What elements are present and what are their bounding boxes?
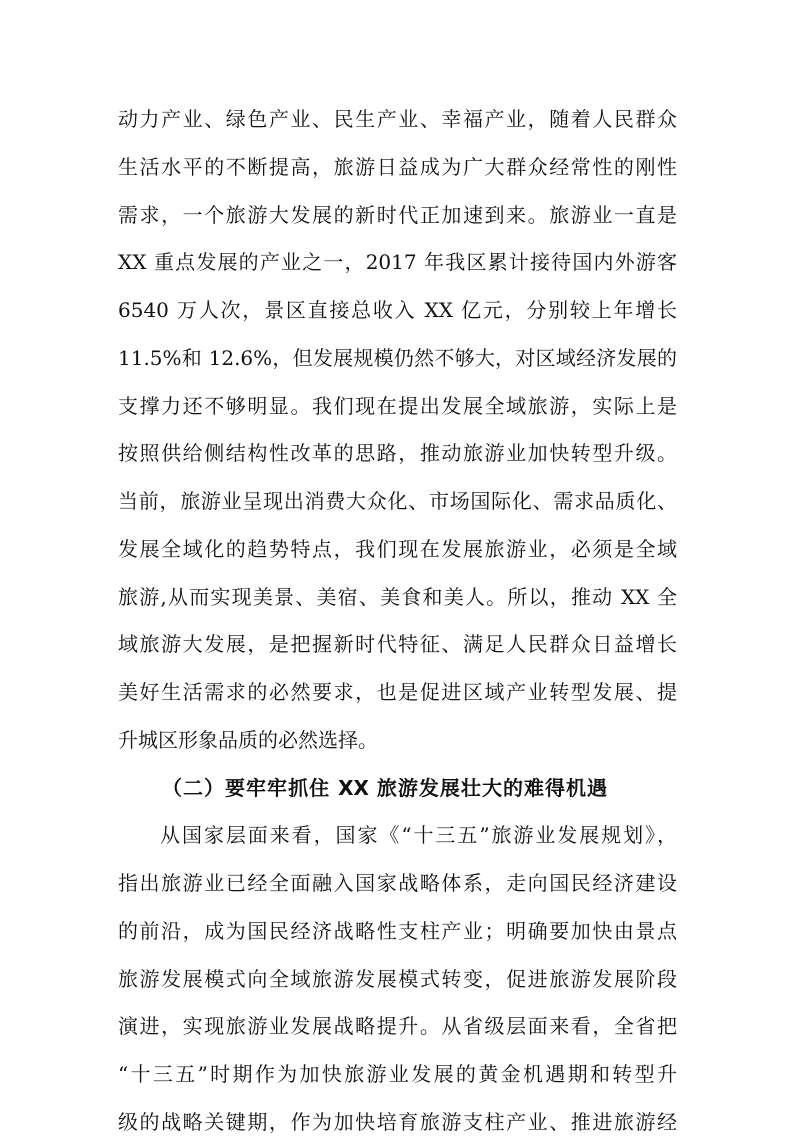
section-heading: （二）要牢牢抓住 XX 旅游发展壮大的难得机遇	[162, 775, 607, 800]
text-line: 生活水平的不断提高，旅游日益成为广大群众经常性的刚性	[118, 154, 677, 179]
text-line: 指出旅游业已经全面融入国家战略体系，走向国民经济建设	[118, 871, 677, 895]
text-line: 动力产业、绿色产业、民生产业、幸福产业，随着人民群众	[118, 107, 677, 131]
text-line: 旅游,从而实现美景、美宿、美食和美人。所以，推动 XX 全	[118, 584, 677, 609]
text-line: 级的战略关键期，作为加快培育旅游支柱产业、推进旅游经	[118, 1109, 677, 1134]
text-line: 域旅游大发展，是把握新时代特征、满足人民群众日益增长	[118, 632, 677, 657]
text-line: 演进，实现旅游业发展战略提升。从省级层面来看，全省把	[118, 1014, 677, 1039]
text-line: 发展全域化的趋势特点，我们现在发展旅游业，必须是全域	[118, 536, 677, 561]
text-line: “十三五”时期作为加快旅游业发展的黄金机遇期和转型升	[118, 1062, 677, 1086]
text-line: 的前沿，成为国民经济战略性支柱产业；明确要加快由景点	[118, 918, 677, 943]
text-line: 当前，旅游业呈现出消费大众化、市场国际化、需求品质化、	[118, 489, 677, 513]
text-line: 旅游发展模式向全域旅游发展模式转变，促进旅游发展阶段	[118, 966, 677, 991]
text-line: 按照供给侧结构性改革的思路，推动旅游业加快转型升级。	[118, 441, 677, 466]
text-line: 美好生活需求的必然要求，也是促进区域产业转型发展、提	[118, 680, 677, 704]
text-line: 支撑力还不够明显。我们现在提出发展全域旅游，实际上是	[118, 393, 677, 418]
text-line: 6540 万人次，景区直接总收入 XX 亿元，分别较上年增长	[118, 298, 677, 322]
document-page	[118, 96, 677, 1147]
text-line: 升城区形象品质的必然选择。	[118, 727, 378, 752]
paragraph	[118, 812, 677, 1146]
text-line: XX 重点发展的产业之一，2017 年我区累计接待国内外游客	[118, 250, 677, 275]
text-line: 需求，一个旅游大发展的新时代正加速到来。旅游业一直是	[118, 202, 677, 227]
text-line: 11.5%和 12.6%，但发展规模仍然不够大，对区域经济发展的	[118, 345, 677, 370]
text-line: 从国家层面来看，国家《“十三五”旅游业发展规划》，	[160, 823, 677, 848]
paragraph	[118, 96, 677, 765]
